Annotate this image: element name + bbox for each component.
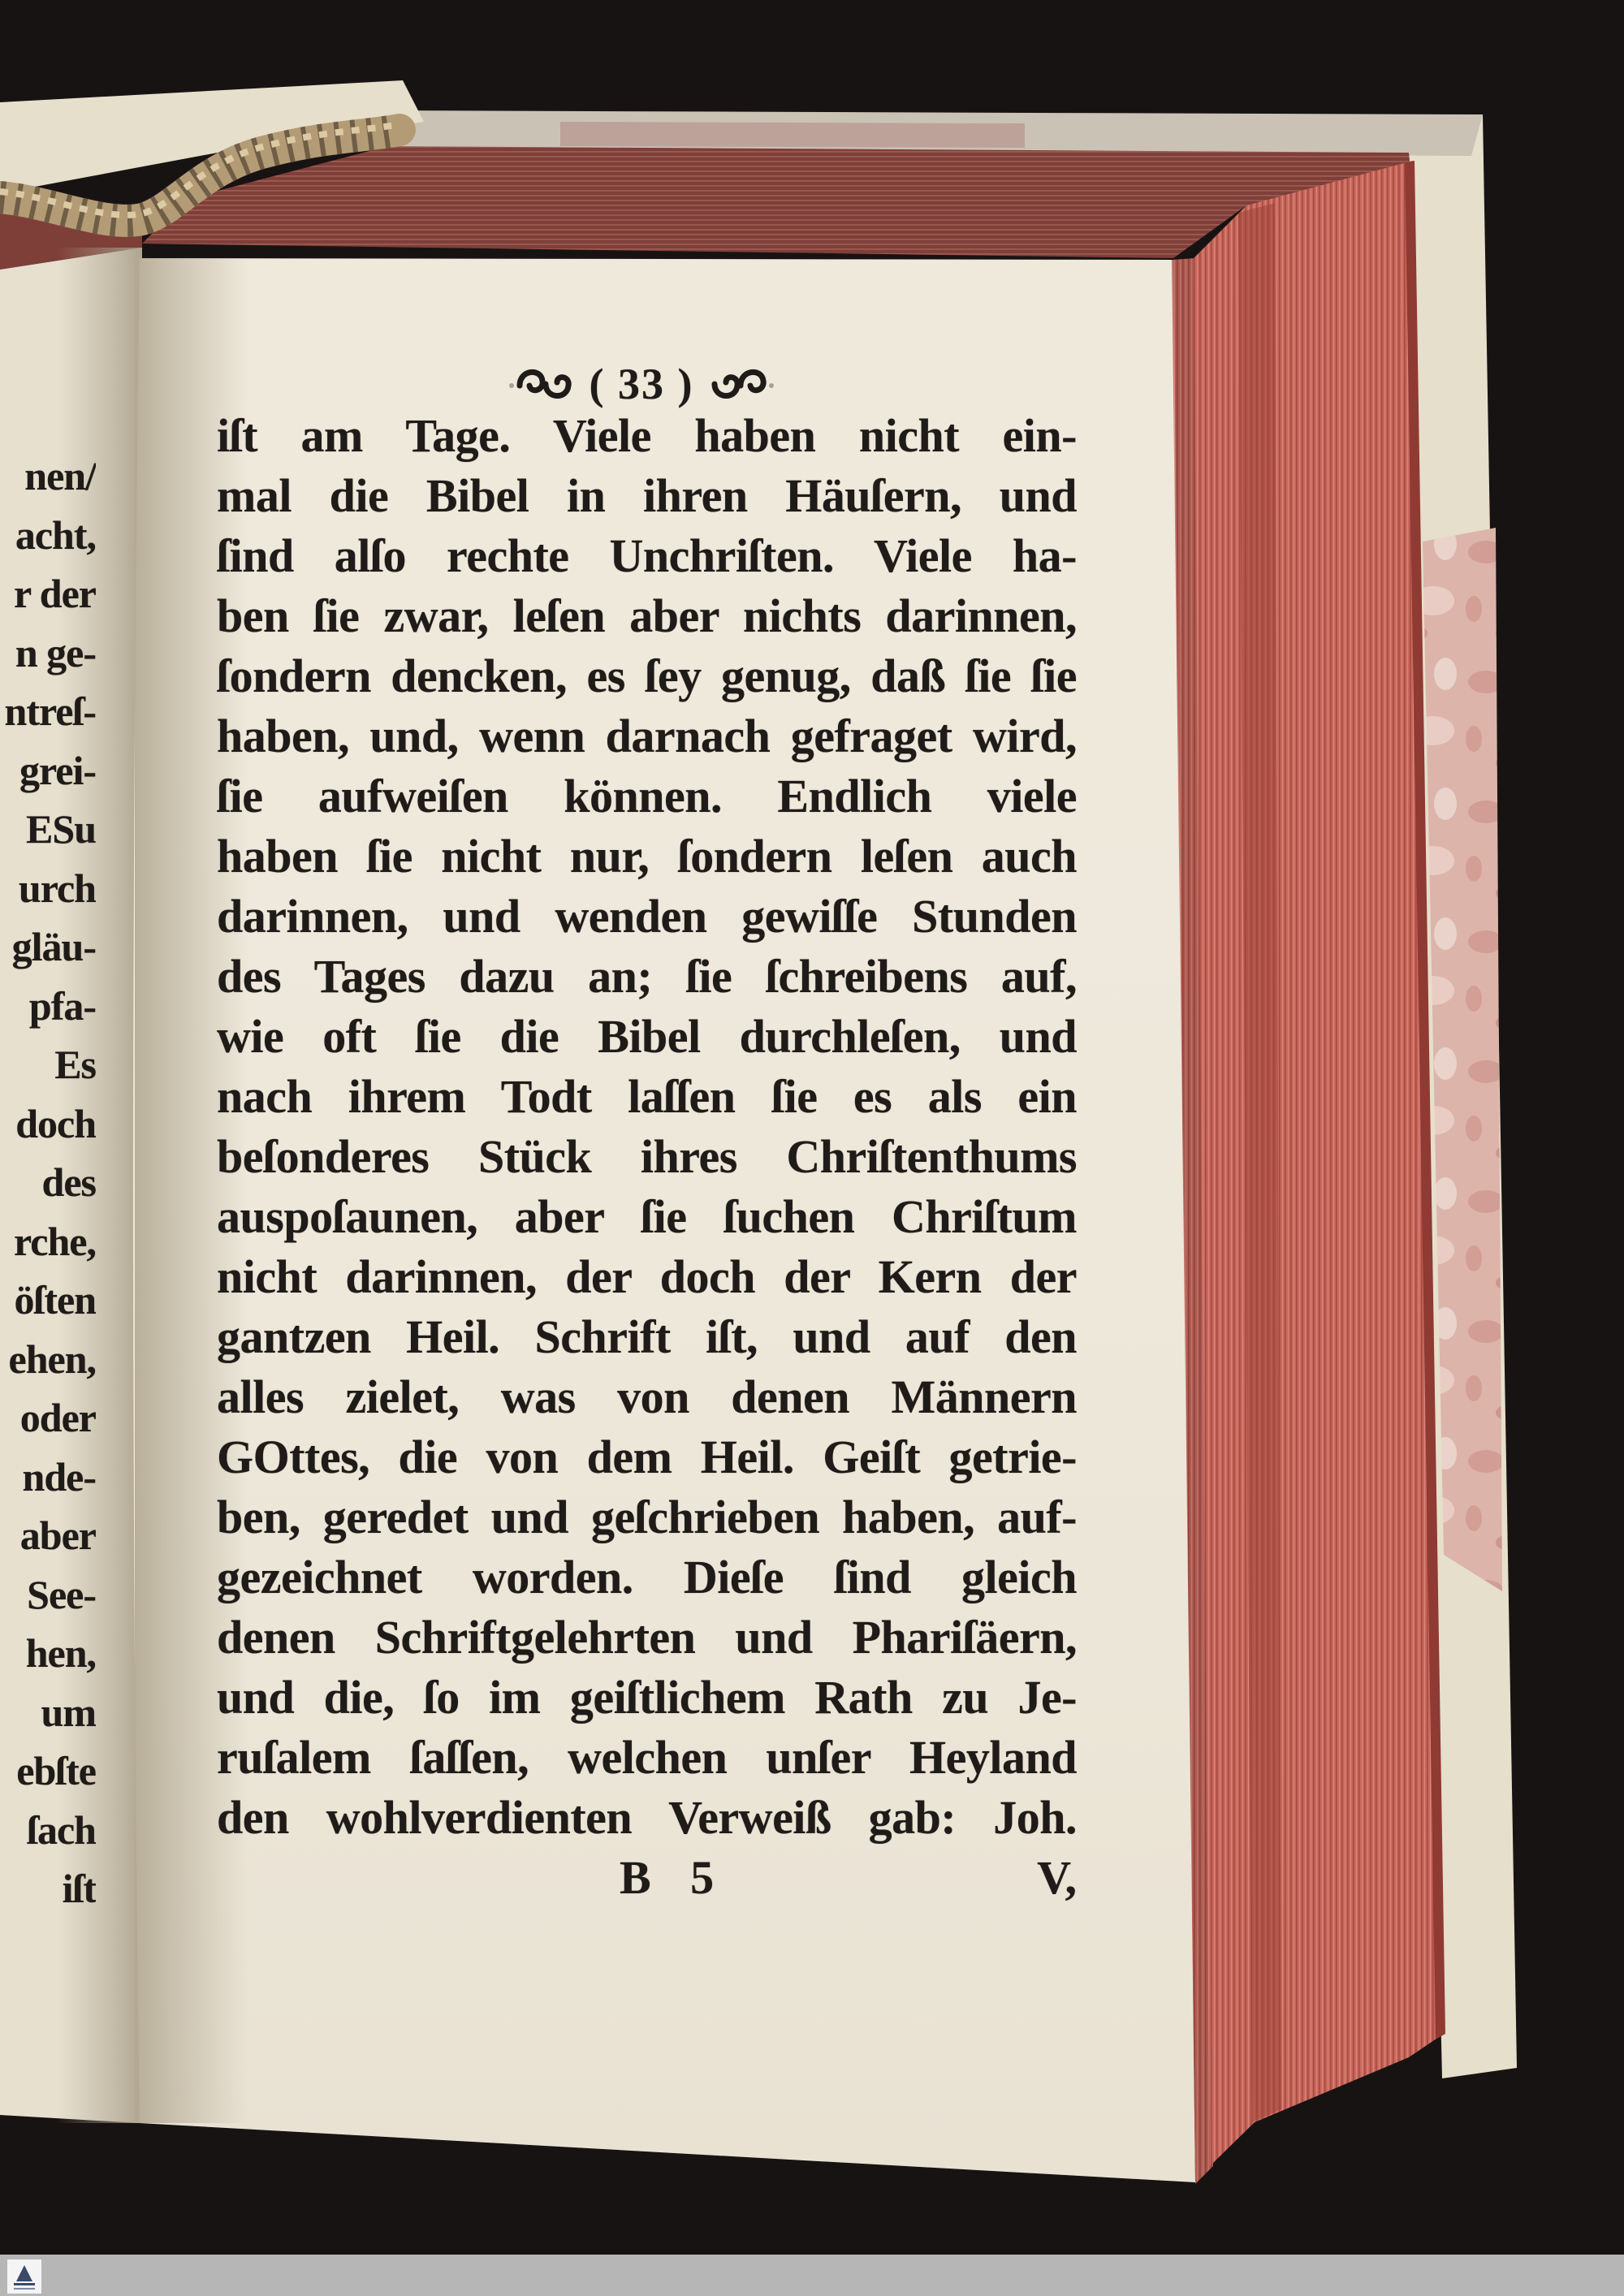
text-line: und die, ſo im geiſtlichem Rath zu Je-	[217, 1671, 1077, 1724]
text-fragment: iſt	[62, 1866, 96, 1911]
text-fragment: aber	[19, 1513, 96, 1558]
text-fragment: pfa-	[28, 982, 96, 1029]
fleuron-ornament-icon	[706, 361, 776, 407]
text-line: mal die Bibel in ihren Häuſern, und	[217, 469, 1077, 522]
text-line: ben, geredet und geſchrieben haben, auf-	[217, 1491, 1077, 1543]
text-fragment: urch	[18, 865, 96, 911]
text-line: gantzen Heil. Schrift iſt, und auf den	[217, 1310, 1077, 1363]
text-fragment: öſten	[14, 1277, 96, 1323]
text-fragment: ESu	[26, 806, 96, 852]
signature-mark: B 5	[620, 1851, 715, 1904]
text-fragment: r der	[14, 571, 96, 616]
text-line: GOttes, die von dem Heil. Geiſt getrie-	[217, 1431, 1077, 1483]
text-line: haben ſie nicht nur, ſondern leſen auch	[217, 830, 1077, 883]
text-line: alles zielet, was von denen Männern	[217, 1370, 1077, 1423]
cover-top-stain	[560, 122, 1025, 148]
running-head	[455, 354, 828, 414]
text-fragment: ehen,	[8, 1336, 96, 1382]
text-fragment: nen/	[24, 453, 96, 498]
text-line: darinnen, und wenden gewiſſe Stunden	[217, 890, 1077, 943]
text-fragment: rche,	[14, 1218, 96, 1264]
text-fragment: Es	[54, 1042, 96, 1087]
text-fragment: des	[41, 1159, 96, 1205]
text-line: beſonderes Stück ihres Chriſtenthums	[217, 1130, 1077, 1183]
text-fragment: See-	[27, 1571, 96, 1617]
text-line: des Tages dazu an; ſie ſchreibens auf,	[217, 950, 1077, 1003]
text-fragment: nde-	[22, 1453, 96, 1500]
text-line: ſie aufweiſen können. Endlich viele	[217, 770, 1077, 822]
text-line: ſondern dencken, es ſey genug, daß ſie ſie	[217, 650, 1077, 702]
text-line: ben ſie zwar, leſen aber nichts darinnen,	[217, 589, 1077, 642]
text-fragment: um	[41, 1689, 96, 1735]
text-fragment: acht,	[15, 511, 96, 558]
text-line: haben, und, wenn darnach gefraget wird,	[217, 710, 1077, 762]
left-page-text	[0, 447, 96, 1918]
text-line: ſind alſo rechte Unchriſten. Viele ha-	[217, 529, 1077, 582]
text-fragment: gläu-	[11, 924, 96, 969]
fore-edge	[1194, 161, 1444, 2166]
text-fragment: n ge-	[15, 629, 96, 675]
text-line: denen Schriftgelehrten und Phariſäern,	[217, 1611, 1077, 1664]
fleuron-ornament-icon	[507, 361, 577, 407]
page-footer	[217, 1848, 1077, 1908]
text-fragment: hen,	[25, 1630, 96, 1676]
text-line: den wohlverdienten Verweiß gab: Joh.	[217, 1791, 1077, 1844]
text-line: ruſalem ſaſſen, welchen unſer Heyland	[217, 1731, 1077, 1784]
scan-bar	[0, 2255, 1624, 2296]
library-logo-icon	[7, 2259, 41, 2294]
right-page-text	[217, 406, 1077, 1848]
text-fragment: oder	[19, 1395, 96, 1440]
text-fragment: ebſte	[16, 1748, 96, 1793]
text-fragment: grei-	[19, 747, 96, 793]
text-line: nach ihrem Todt laſſen ſie es als ein	[217, 1070, 1077, 1123]
text-line: nicht darinnen, der doch der Kern der	[217, 1250, 1077, 1303]
text-fragment: ſach	[27, 1806, 96, 1853]
text-fragment: ntreſ-	[4, 688, 96, 734]
catchword: V,	[1037, 1851, 1077, 1904]
page-number: ( 33 )	[589, 360, 694, 408]
text-fragment: doch	[15, 1100, 96, 1146]
text-line: wie oft ſie die Bibel durchleſen, und	[217, 1010, 1077, 1063]
text-line: gezeichnet worden. Dieſe ſind gleich	[217, 1551, 1077, 1603]
text-line: iſt am Tage. Viele haben nicht ein-	[217, 409, 1077, 462]
text-line: auspoſaunen, aber ſie ſuchen Chriſtum	[217, 1190, 1077, 1243]
